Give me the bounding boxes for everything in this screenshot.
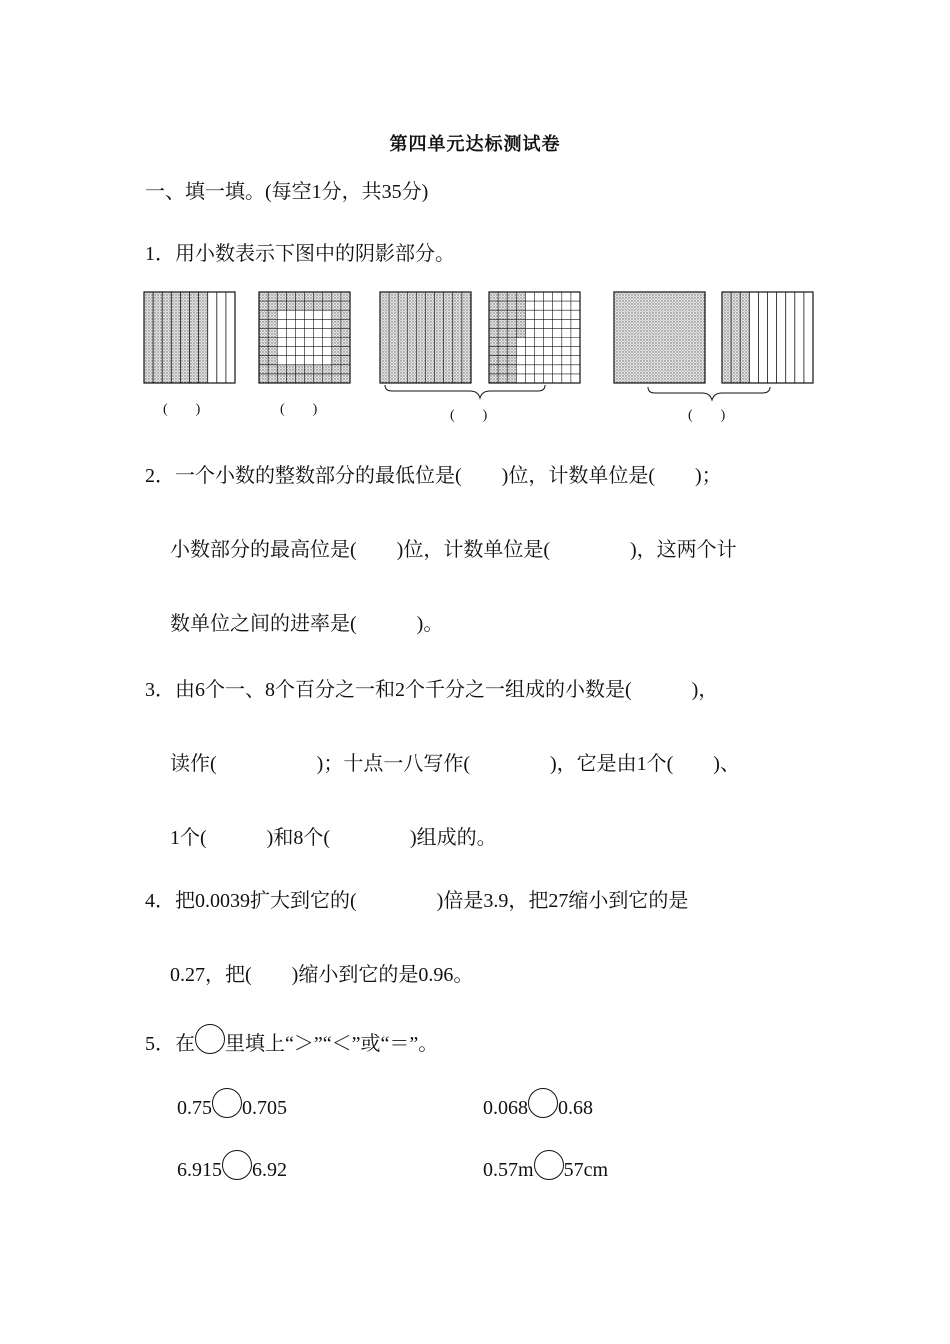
- question-3-line-2: 读作( )；十点一八写作( )，它是由1个( )、: [170, 753, 740, 775]
- compare-item-3: [177, 1150, 287, 1184]
- compare-3-circle-input[interactable]: [222, 1150, 252, 1180]
- page-title: 第四单元达标测试卷: [389, 134, 561, 154]
- question-4-line-2: 0.27，把( )缩小到它的是0.96。: [170, 964, 474, 986]
- compare-2-circle-input[interactable]: [528, 1088, 558, 1118]
- circle-icon: [195, 1024, 225, 1054]
- compare-1-right: 0.705: [242, 1097, 287, 1119]
- question-2-line-2: 小数部分的最高位是( )位，计数单位是( )，这两个计: [170, 539, 737, 561]
- figure-3-pair: [380, 292, 580, 398]
- compare-1-circle-input[interactable]: [212, 1088, 242, 1118]
- compare-4-circle-input[interactable]: [534, 1150, 564, 1180]
- compare-item-4: [483, 1150, 608, 1184]
- figure-1-tenths: [144, 292, 235, 383]
- figure-3-answer-blank[interactable]: ( ): [450, 408, 488, 423]
- compare-2-right: 0.68: [558, 1097, 593, 1119]
- compare-4-left: 0.57m: [483, 1159, 534, 1181]
- question-4-line-1: 4．把0.0039扩大到它的( )倍是3.9，把27缩小到它的是: [145, 890, 689, 912]
- figure-4-answer-blank[interactable]: ( ): [688, 408, 726, 423]
- question-2-line-1: 2．一个小数的整数部分的最低位是( )位，计数单位是( )；: [145, 465, 722, 487]
- compare-item-1: [177, 1088, 287, 1122]
- figure-2-answer-blank[interactable]: ( ): [280, 402, 318, 417]
- section-heading: 一、填一填。(每空1分，共35分): [145, 181, 429, 203]
- compare-2-left: 0.068: [483, 1097, 528, 1119]
- compare-4-right: 57cm: [563, 1159, 608, 1181]
- figure-4-pair: [614, 292, 813, 400]
- question-1-text: 1．用小数表示下图中的阴影部分。: [145, 243, 455, 265]
- compare-item-2: [483, 1088, 593, 1122]
- question-3-line-1: 3．由6个一、8个百分之一和2个千分之一组成的小数是( )，: [145, 679, 719, 701]
- question-5-pre: 5．在: [145, 1033, 195, 1055]
- question-3-line-3: 1个( )和8个( )组成的。: [170, 827, 497, 849]
- figure-1-answer-blank[interactable]: ( ): [163, 402, 201, 417]
- compare-1-left: 0.75: [177, 1097, 212, 1119]
- compare-3-right: 6.92: [252, 1159, 287, 1181]
- question-2-line-3: 数单位之间的进率是( )。: [170, 613, 444, 635]
- figure-2-hundredths: [259, 292, 350, 383]
- compare-3-left: 6.915: [177, 1159, 222, 1181]
- question-5-instruction: [145, 1024, 438, 1058]
- question-5-post: 里填上“＞”“＜”或“＝”。: [225, 1033, 439, 1055]
